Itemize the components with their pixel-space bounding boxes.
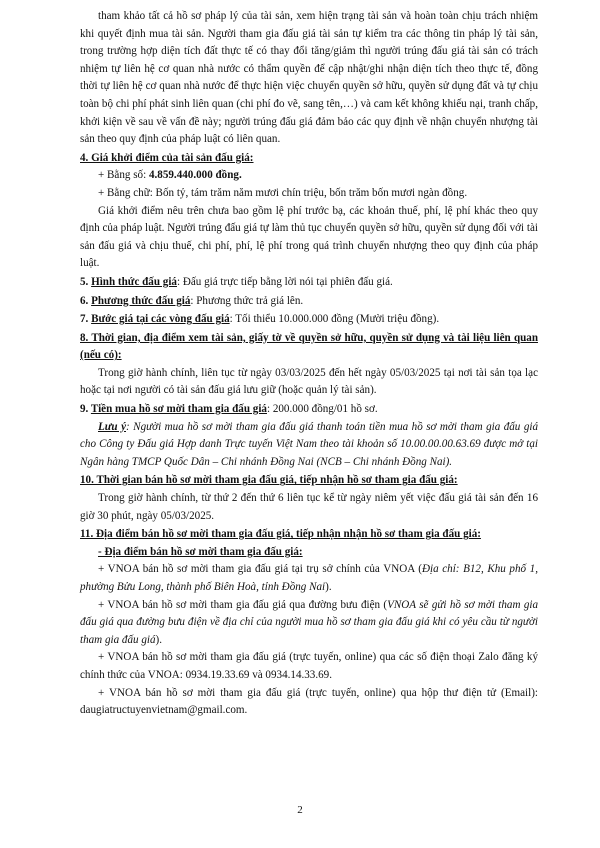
section-7-num: 7. <box>80 313 92 326</box>
item-1-end: ). <box>325 581 332 593</box>
section-11-item-1 <box>80 561 538 596</box>
section-10-text: Trong giờ hành chính, từ thứ 2 đến thứ 6 liên tục kể từ ngày niêm yết việc đấu giá tài sản đến 16 giờ 30 phút, ngày 05/03/2025. <box>80 492 538 522</box>
section-11-subtitle-text: - Địa điểm bán hồ sơ mời tham gia đấu giá: <box>98 545 303 558</box>
section-5-text: : Đấu giá trực tiếp bằng lời nói tại phiên đấu giá. <box>176 275 393 288</box>
section-9-note-label: Lưu ý <box>98 420 126 433</box>
section-6-num: 6. <box>80 294 92 307</box>
start-price-number-label: + Bằng số: <box>98 169 149 182</box>
intro-paragraph: tham khảo tất cả hồ sơ pháp lý của tài sản, xem hiện trạng tài sản và hoàn toàn chịu trách nhiệm khi quyết định mua tài sản. Người tham gia đấu giá tài sản tự kiểm tra các thông tin pháp lý tài sản, trong trường hợp diện tích đất thực tế có thay đổi tăng/giảm thì người trúng đấu giá tài sản có trách nhiệm tự liên hệ cơ quan nhà nước có thẩm quyền để cập nhật/ghi nhận diện tích theo thực tế, đồng thời tự liên hệ cơ quan nhà nước để thực hiện việc chuyển quyền sở hữu, quyền sử dụng đất và tự chịu toàn bộ chi phí phát sinh liên quan (chi phí đo vẽ, sang tên,…) và cam kết không khiếu nại, tranh chấp, khởi kiện về sau về vấn đề này; người trúng đấu giá đảm bảo các quy định về nhận chuyển nhượng tài sản theo quy định của pháp luật có liên quan. <box>80 10 538 146</box>
item-2-end: ). <box>155 633 162 646</box>
section-8-title <box>80 330 538 365</box>
page-number: 2 <box>297 804 303 816</box>
item-2-detail: VNOA sẽ gửi hồ sơ mời tham gia đấu giá qua đường bưu điện về địa chỉ của người mua hồ sơ tham gia đấu giá khi có yêu cầu từ người tham gia đấu giá <box>80 598 539 646</box>
section-9-note <box>80 419 538 472</box>
start-price-note: Giá khởi điểm nêu trên chưa bao gồm lệ phí trước bạ, các khoản thuế, phí, lệ phí khác theo quy định của pháp luật. Người trúng đấu giá tự làm thủ tục chuyển quyền sở hữu, quyền sử dụng đối với tài sản đấu giá và chịu thuế, chi phí, phí, lệ phí trong quá trình chuyển nhượng theo quy định của pháp luật. <box>80 204 538 270</box>
item-2-text: + VNOA bán hồ sơ mời tham gia đấu giá qua đường bưu điện ( <box>98 598 388 611</box>
item-1-address: Địa chỉ: B12, Khu phố 1, phường Bửu Long, thành phố Biên Hoà, tỉnh Đồng Nai <box>80 563 538 593</box>
section-4-title-text: 4. Giá khởi điểm của tài sản đấu giá: <box>80 151 254 164</box>
section-5 <box>80 274 538 292</box>
start-price-words: + Bằng chữ: Bốn tỷ, tám trăm năm mươi chín triệu, bốn trăm bốn mươi ngàn đồng. <box>98 186 468 199</box>
start-price-number-value: 4.859.440.000 đồng. <box>148 169 242 182</box>
section-11-item-3: + VNOA bán hồ sơ mời tham gia đấu giá (trực tuyến, online) qua các số điện thoại Zalo đăng ký chính thức của VNOA: 0934.19.33.69 và 0934.14.33.69. <box>80 651 538 681</box>
section-8-text: Trong giờ hành chính, liên tục từ ngày 03/03/2025 đến hết ngày 05/03/2025 tại nơi tài sản tọa lạc hoặc tại nơi người có tài sản đấu giá lưu giữ (hoặc quản lý tài sản). <box>80 366 538 397</box>
section-5-label: Hình thức đấu giá <box>91 275 177 288</box>
section-11-item-2 <box>80 597 538 650</box>
section-7-label: Bước giá tại các vòng đấu giá <box>91 313 230 326</box>
section-5-num: 5. <box>80 275 92 288</box>
section-9 <box>80 401 538 419</box>
section-11-item-4: + VNOA bán hồ sơ mời tham gia đấu giá (trực tuyến, online) qua hộp thư điện tử (Email): daugiatructuyenvietnam@gmail.com. <box>80 686 538 717</box>
section-11-title-text: 11. Địa điểm bán hồ sơ mời tham gia đấu giá, tiếp nhận nhận hồ sơ tham gia đấu giá: <box>80 528 481 541</box>
section-8-title-text: 8. Thời gian, địa điểm xem tài sản, giấy tờ về quyền sở hữu, quyền sử dụng và tài liệu liên quan (nếu có): <box>80 331 538 362</box>
section-6-label: Phương thức đấu giá <box>91 294 191 307</box>
section-7-text: : Tối thiểu 10.000.000 đồng (Mười triệu đồng). <box>229 313 440 326</box>
section-11-subtitle <box>80 544 538 562</box>
section-10-title <box>80 472 538 490</box>
section-11-title <box>80 526 538 544</box>
section-7 <box>80 311 538 329</box>
section-9-text: : 200.000 đồng/01 hồ sơ. <box>266 403 378 416</box>
start-price-number <box>80 167 538 185</box>
section-4-title <box>80 150 538 168</box>
section-9-note-text: : Người mua hồ sơ mời tham gia đấu giá thanh toán tiền mua hồ sơ mời tham gia đấu giá cho Công ty Đấu giá Hợp danh Trực tuyến Việt Nam theo tài khoản số 10.00.00.00.63.69 được mở tại Ngân hàng TMCP Quốc Dân – Chi nhánh Đồng Nai (NCB – Chi nhánh Đồng Nai). <box>80 420 538 468</box>
section-9-num: 9. <box>80 403 91 416</box>
item-1-text: + VNOA bán hồ sơ mời tham gia đấu giá tại trụ sở chính của VNOA ( <box>98 563 422 576</box>
section-9-label: Tiền mua hồ sơ mời tham gia đấu giá <box>90 403 267 416</box>
section-6 <box>80 293 538 311</box>
section-10-title-text: 10. Thời gian bán hồ sơ mời tham gia đấu giá, tiếp nhận hồ sơ tham gia đấu giá: <box>80 474 458 487</box>
section-6-text: : Phương thức trả giá lên. <box>190 294 304 307</box>
